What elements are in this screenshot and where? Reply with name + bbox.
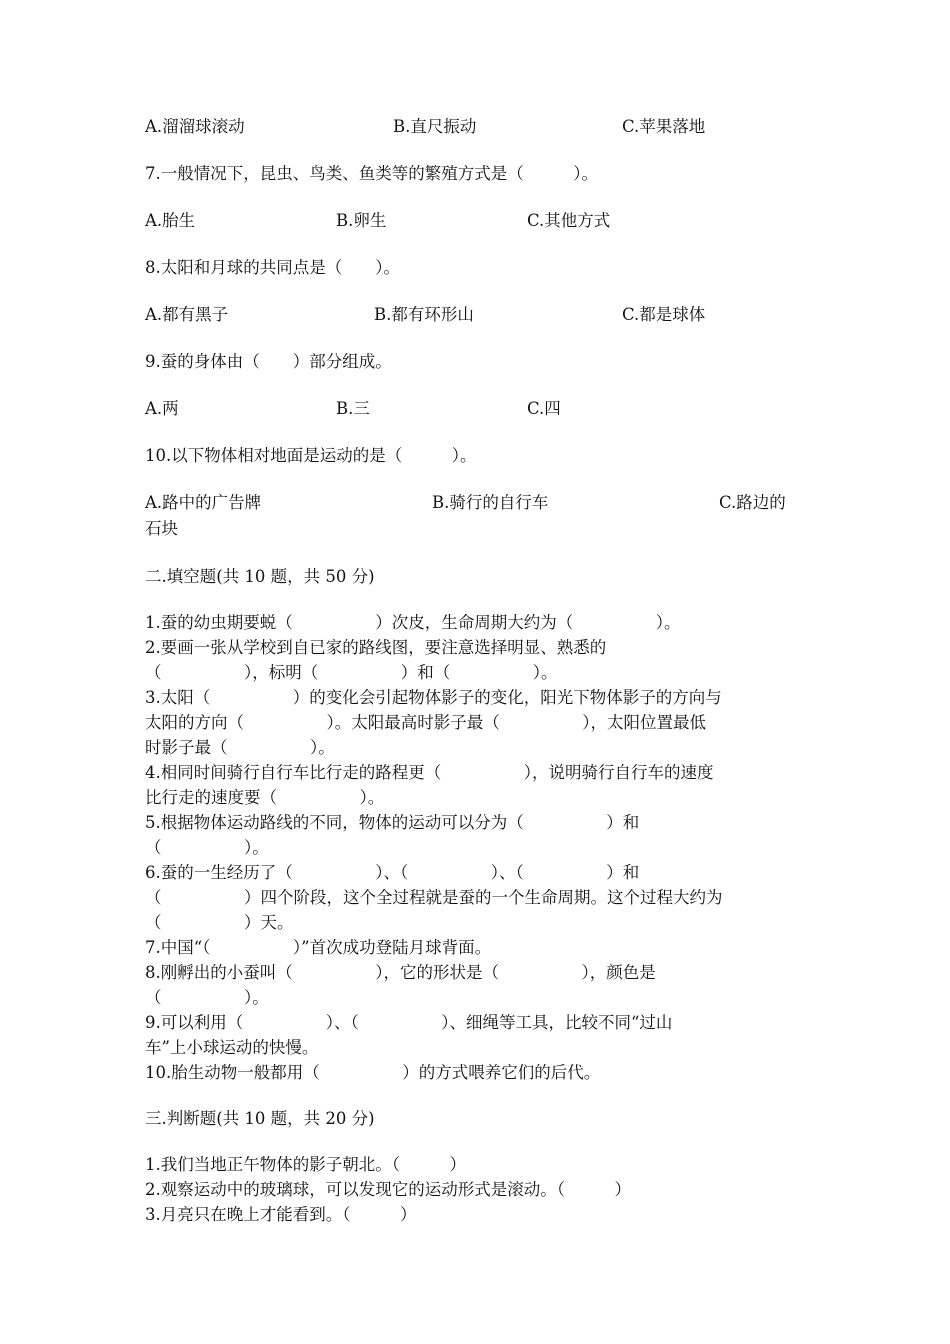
section3-heading: 三.判断题(共 10 题，共 20 分) (145, 1109, 375, 1128)
section2-line: 比行走的速度要（ ）。 (145, 788, 385, 807)
section2-line: 6.蚕的一生经历了（ ）、（ ）、（ ）和 (145, 863, 640, 882)
q7-stem: 7.一般情况下，昆虫、鸟类、鱼类等的繁殖方式是（ ）。 (145, 164, 598, 183)
section2-line: （ ）四个阶段，这个全过程就是蚕的一个生命周期。这个过程大约为 (145, 888, 723, 907)
section2-line: 9.可以利用（ ）、（ ）、细绳等工具，比较不同“过山 (145, 1013, 673, 1032)
section2-line: 车”上小球运动的快慢。 (145, 1038, 319, 1057)
section3-line: 1.我们当地正午物体的影子朝北。（ ） (145, 1155, 466, 1174)
section2-line: （ ），标明（ ）和（ ）。 (145, 663, 558, 682)
q10-stem: 10.以下物体相对地面是运动的是（ ）。 (145, 446, 477, 465)
section2-line: 5.根据物体运动路线的不同，物体的运动可以分为（ ）和 (145, 813, 640, 832)
q10-option-b: B.骑行的自行车 (432, 493, 549, 512)
q8-option-b: B.都有环形山 (374, 305, 474, 324)
section2-line: 3.太阳（ ）的变化会引起物体影子的变化，阳光下物体影子的方向与 (145, 688, 722, 707)
q9-option-b: B.三 (336, 399, 370, 418)
q7-option-c: C.其他方式 (527, 211, 611, 230)
section2-line: 10.胎生动物一般都用（ ）的方式喂养它们的后代。 (145, 1063, 601, 1082)
q10-option-a: A.路中的广告牌 (145, 493, 262, 512)
section2-line: 4.相同时间骑行自行车比行走的路程更（ ），说明骑行自行车的速度 (145, 763, 714, 782)
q6-option-b: B.直尺振动 (393, 117, 477, 136)
section3-line: 3.月亮只在晚上才能看到。（ ） (145, 1205, 417, 1224)
section2-line: 7.中国“（ ）”首次成功登陆月球背面。 (145, 938, 492, 957)
q7-option-a: A.胎生 (145, 211, 196, 230)
q10-option-c: C.路边的 (719, 493, 786, 512)
q9-option-c: C.四 (527, 399, 561, 418)
section2-line: 2.要画一张从学校到自已家的路线图，要注意选择明显、熟悉的 (145, 638, 607, 657)
section3-line: 2.观察运动中的玻璃球，可以发现它的运动形式是滚动。（ ） (145, 1180, 631, 1199)
q9-option-a: A.两 (145, 399, 179, 418)
q7-option-b: B.卵生 (336, 211, 387, 230)
section2-line: （ ）。 (145, 838, 269, 857)
q10-option-c-wrap: 石块 (145, 519, 178, 538)
q6-option-a: A.溜溜球滚动 (145, 117, 245, 136)
q9-stem: 9.蚕的身体由（ ）部分组成。 (145, 352, 392, 371)
section2-line: 1.蚕的幼虫期要蜕（ ）次皮，生命周期大约为（ ）。 (145, 613, 681, 632)
section2-line: 8.刚孵出的小蚕叫（ ），它的形状是（ ），颜色是 (145, 963, 656, 982)
section2-heading: 二.填空题(共 10 题，共 50 分) (145, 567, 375, 586)
q8-option-c: C.都是球体 (622, 305, 706, 324)
section2-line: 太阳的方向（ ）。太阳最高时影子最（ ），太阳位置最低 (145, 713, 706, 732)
q6-option-c: C.苹果落地 (622, 117, 706, 136)
section2-line: （ ）天。 (145, 913, 294, 932)
q8-option-a: A.都有黑子 (145, 305, 229, 324)
section2-line: （ ）。 (145, 988, 269, 1007)
section2-line: 时影子最（ ）。 (145, 738, 335, 757)
q8-stem: 8.太阳和月球的共同点是（ ）。 (145, 258, 400, 277)
